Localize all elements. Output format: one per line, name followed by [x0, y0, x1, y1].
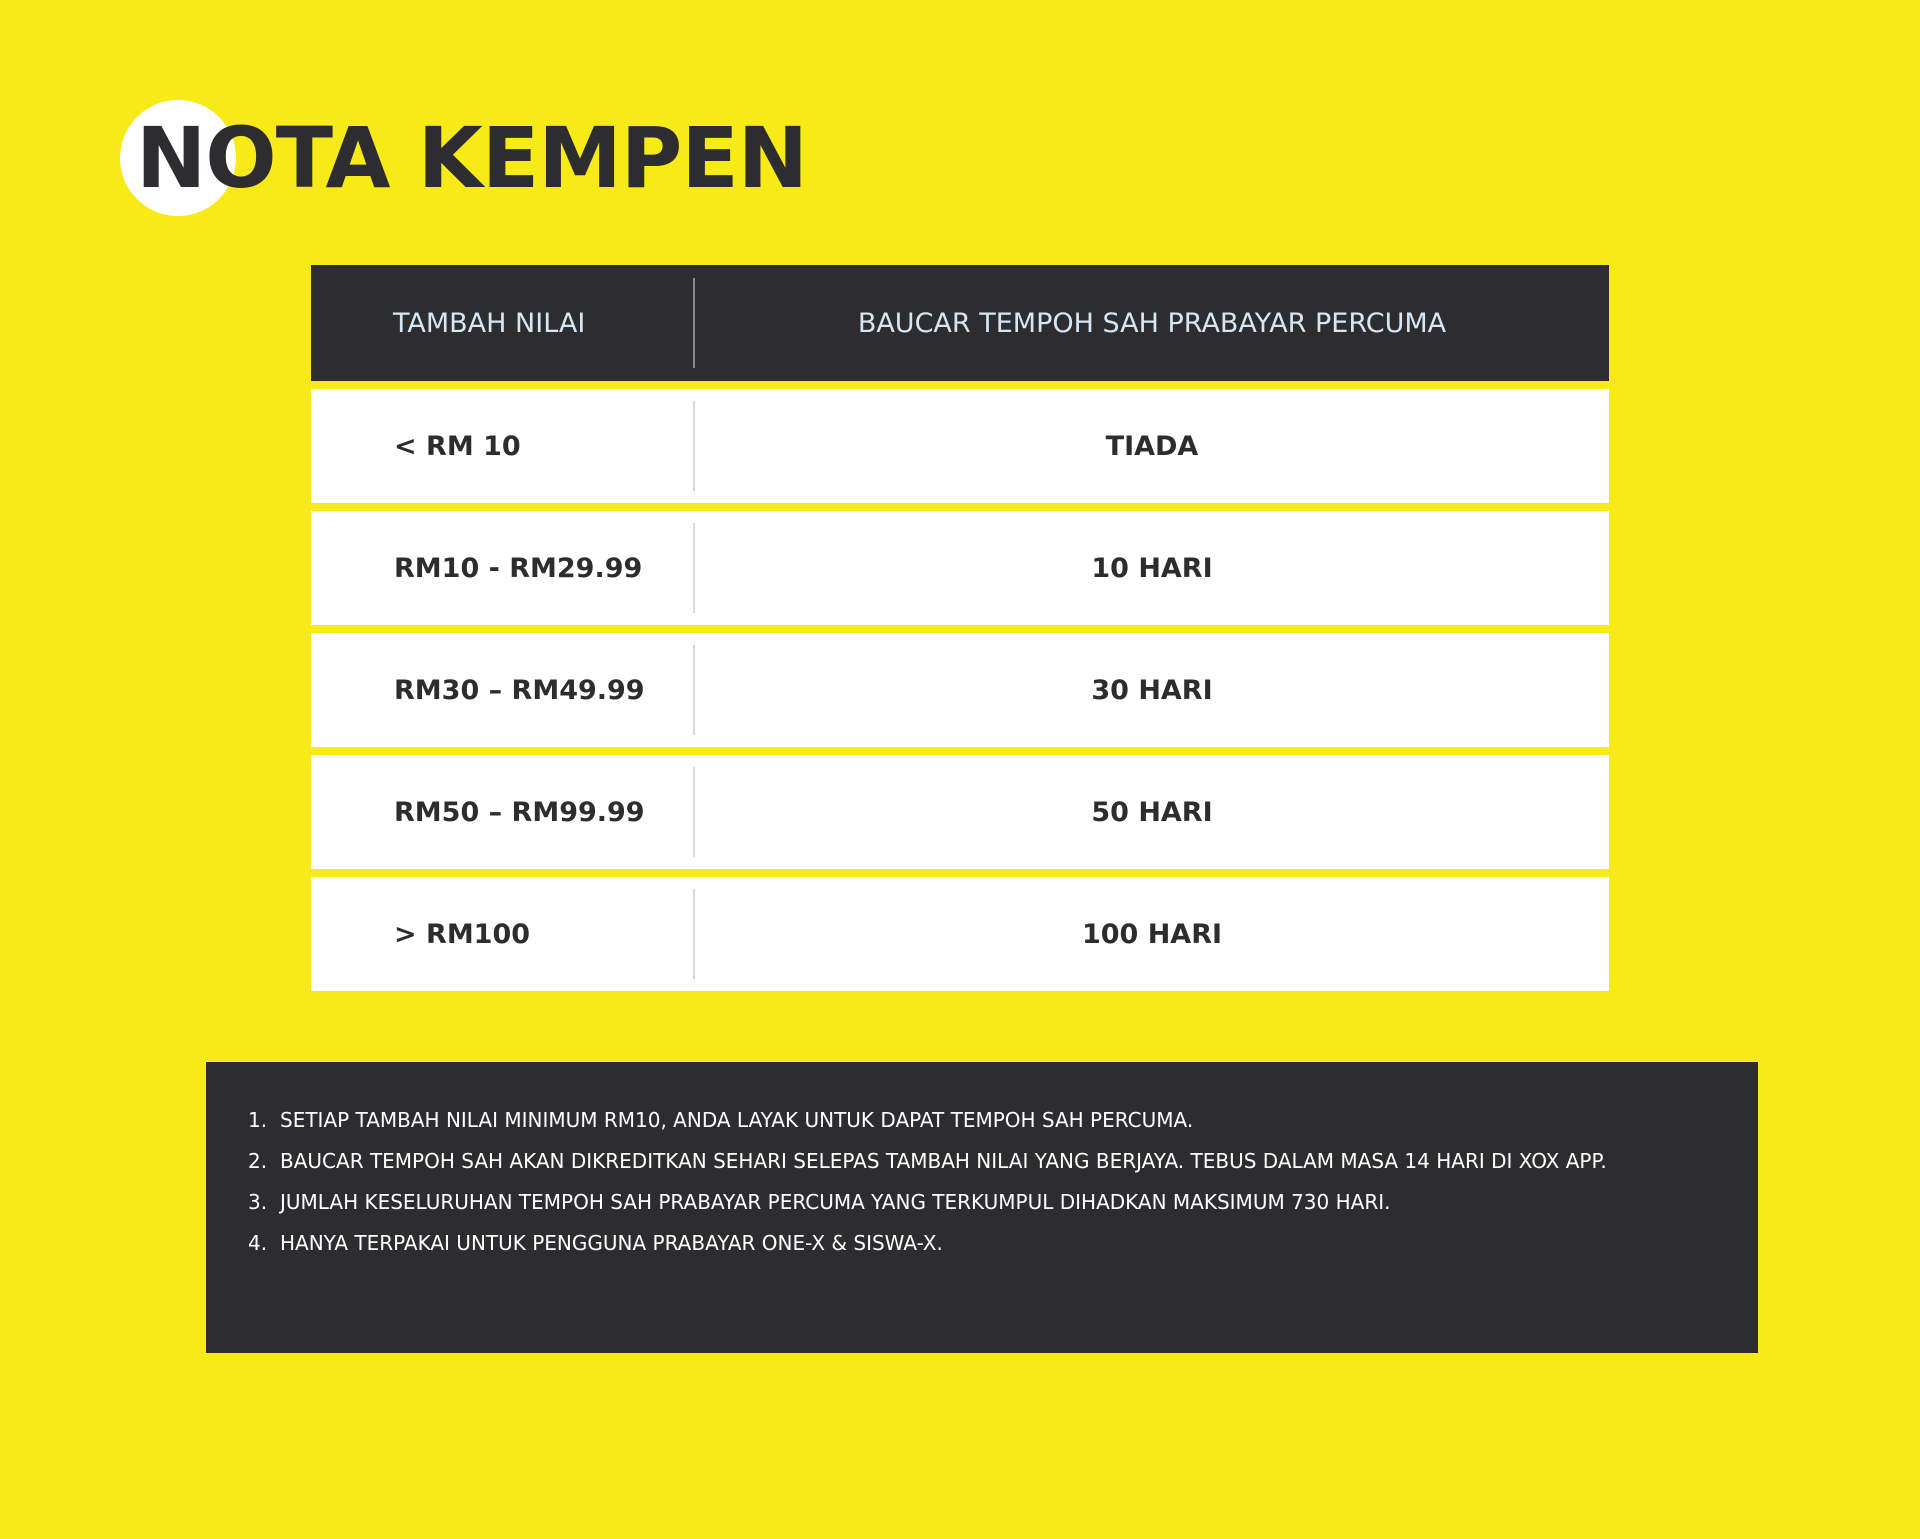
- note-number: 2.: [248, 1149, 268, 1173]
- header-voucher: BAUCAR TEMPOH SAH PRABAYAR PERCUMA: [857, 307, 1447, 339]
- list-item: [248, 1147, 1702, 1175]
- row-validity: 100 HARI: [1081, 918, 1223, 950]
- note-number: 3.: [248, 1190, 268, 1214]
- note-text: BAUCAR TEMPOH SAH AKAN DIKREDITKAN SEHARI SELEPAS TAMBAH NILAI YANG BERJAYA. TEBUS DALAM MASA 14 HARI DI XOX APP.: [280, 1149, 1607, 1173]
- header-top-up: TAMBAH NILAI: [393, 307, 586, 339]
- note-text: SETIAP TAMBAH NILAI MINIMUM RM10, ANDA LAYAK UNTUK DAPAT TEMPOH SAH PERCUMA.: [280, 1108, 1194, 1132]
- table-row: [311, 755, 1609, 869]
- list-item: [248, 1229, 1702, 1257]
- row-amount: RM30 – RM49.99: [394, 674, 645, 706]
- row-validity: 10 HARI: [1091, 552, 1213, 584]
- row-amount: RM50 – RM99.99: [394, 796, 645, 828]
- notes-panel: [206, 1062, 1758, 1353]
- note-text: HANYA TERPAKAI UNTUK PENGGUNA PRABAYAR ONE-X & SISWA-X.: [280, 1231, 943, 1255]
- row-validity: 50 HARI: [1091, 796, 1213, 828]
- row-validity: TIADA: [1105, 430, 1199, 462]
- note-number: 1.: [248, 1108, 268, 1132]
- table-row: [311, 389, 1609, 503]
- row-validity: 30 HARI: [1091, 674, 1213, 706]
- list-item: [248, 1106, 1702, 1134]
- table-row: [311, 633, 1609, 747]
- table-header: [311, 265, 1609, 381]
- table-row: [311, 511, 1609, 625]
- table-row: [311, 877, 1609, 991]
- validity-table: [311, 265, 1609, 991]
- note-text: JUMLAH KESELURUHAN TEMPOH SAH PRABAYAR PERCUMA YANG TERKUMPUL DIHADKAN MAKSIMUM 730 HARI.: [280, 1190, 1391, 1214]
- page-title: NOTA KEMPEN: [136, 109, 808, 207]
- note-number: 4.: [248, 1231, 268, 1255]
- row-amount: RM10 - RM29.99: [394, 552, 643, 584]
- row-amount: > RM100: [394, 918, 531, 950]
- list-item: [248, 1188, 1702, 1216]
- row-amount: < RM 10: [394, 430, 521, 462]
